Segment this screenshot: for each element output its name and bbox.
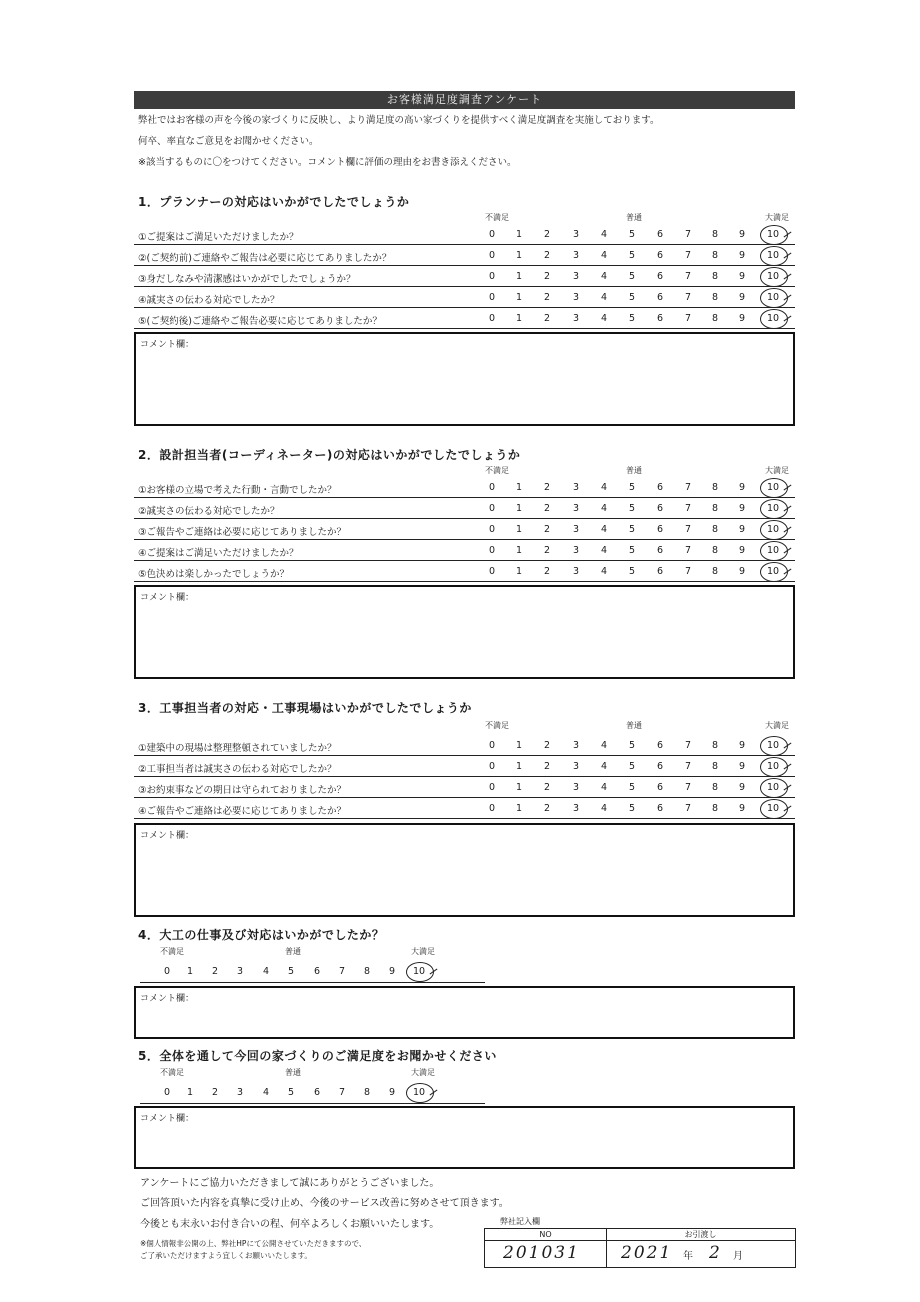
section-1-q1-option-2[interactable]: 2: [543, 229, 551, 240]
section-2-q4-option-1[interactable]: 1: [515, 545, 523, 556]
section-4-option-1[interactable]: 1: [186, 966, 194, 977]
survey-title: お客様満足度調査アンケート: [134, 91, 795, 109]
section-5-option-3[interactable]: 3: [236, 1087, 244, 1098]
section-2-q2-option-9[interactable]: 9: [738, 503, 746, 514]
section-1-q4-option-8[interactable]: 8: [711, 292, 719, 303]
section-2-q1-option-3[interactable]: 3: [572, 482, 580, 493]
section-2-title: 2．設計担当者(コーディネーター)の対応はいかがでしたでしょうか: [138, 448, 521, 462]
scale-mid-label: 普通: [626, 213, 642, 222]
section-1-q3-option-6[interactable]: 6: [656, 271, 664, 282]
section-3-q3-label: ③お約束事などの期日は守られておりましたか？: [138, 785, 347, 796]
section-1-q2-option-1[interactable]: 1: [515, 250, 523, 261]
handover-header: お引渡し: [684, 1230, 717, 1239]
section-1-q2-label: ②(ご契約前)ご連絡やご報告は必要に応じてありましたか？: [138, 253, 392, 264]
year-unit: 年: [683, 1251, 693, 1262]
section-2-q3-option-4[interactable]: 4: [600, 524, 608, 535]
section-1-q1-option-6[interactable]: 6: [656, 229, 664, 240]
section-3-q2-option-2[interactable]: 2: [543, 761, 551, 772]
office-use-table: [484, 1228, 796, 1268]
section-1-comment-box[interactable]: [134, 332, 795, 426]
section-1-q4-underline: [134, 307, 795, 308]
section-1-q4-option-6[interactable]: 6: [656, 292, 664, 303]
section-2-q1-option-10[interactable]: 10: [766, 482, 780, 493]
section-3-q3-option-0[interactable]: 0: [488, 782, 496, 793]
section-3-comment-box[interactable]: [134, 823, 795, 917]
handover-year[interactable]: 2021: [621, 1243, 673, 1263]
section-2-q3-option-1[interactable]: 1: [515, 524, 523, 535]
section-1-q2-option-2[interactable]: 2: [543, 250, 551, 261]
section-1-q3-option-4[interactable]: 4: [600, 271, 608, 282]
section-1-q1-label: ①ご提案はご満足いただけましたか？: [138, 232, 299, 243]
section-5-title: 5．全体を通して今回の家づくりのご満足度をお聞かせください: [138, 1049, 497, 1063]
section-1-q4-label: ④誠実さの伝わる対応でしたか？: [138, 295, 280, 306]
section-5-option-1[interactable]: 1: [186, 1087, 194, 1098]
section-2-q3-option-0[interactable]: 0: [488, 524, 496, 535]
section-2-q2-underline: [134, 518, 795, 519]
intro-line-3: ※該当するものに〇をつけてください。コメント欄に評価の理由をお書き添えください。: [138, 157, 517, 168]
scale-low-label: 不満足: [160, 1068, 184, 1077]
section-3-q4-option-3[interactable]: 3: [572, 803, 580, 814]
section-3-q1-option-7[interactable]: 7: [684, 740, 692, 751]
section-3-q4-option-2[interactable]: 2: [543, 803, 551, 814]
section-2-q3-option-9[interactable]: 9: [738, 524, 746, 535]
section-1-q1-underline: [134, 244, 795, 245]
section-2-q1-option-4[interactable]: 4: [600, 482, 608, 493]
section-2-q5-option-1[interactable]: 1: [515, 566, 523, 577]
section-2-q2-option-10[interactable]: 10: [766, 503, 780, 514]
section-1-q1-option-7[interactable]: 7: [684, 229, 692, 240]
section-5-option-6[interactable]: 6: [313, 1087, 321, 1098]
section-5-option-8[interactable]: 8: [363, 1087, 371, 1098]
section-2-q3-option-7[interactable]: 7: [684, 524, 692, 535]
scale-high-label: 大満足: [765, 721, 789, 730]
section-4-option-7[interactable]: 7: [338, 966, 346, 977]
section-3-title: 3．工事担当者の対応・工事現場はいかがでしたでしょうか: [138, 701, 472, 715]
section-2-q5-option-7[interactable]: 7: [684, 566, 692, 577]
section-2-q4-option-8[interactable]: 8: [711, 545, 719, 556]
section-1-q5-option-8[interactable]: 8: [711, 313, 719, 324]
section-1-q2-option-10[interactable]: 10: [766, 250, 780, 261]
section-4-option-10[interactable]: 10: [412, 966, 426, 977]
comment-label: コメント欄：: [140, 831, 195, 841]
section-1-q1-option-9[interactable]: 9: [738, 229, 746, 240]
section-2-q2-label: ②誠実さの伝わる対応でしたか？: [138, 506, 280, 517]
section-3-q4-option-1[interactable]: 1: [515, 803, 523, 814]
section-1-q3-option-5[interactable]: 5: [628, 271, 636, 282]
section-1-q5-option-3[interactable]: 3: [572, 313, 580, 324]
section-1-q2-option-5[interactable]: 5: [628, 250, 636, 261]
section-2-q2-option-0[interactable]: 0: [488, 503, 496, 514]
section-1-q5-option-1[interactable]: 1: [515, 313, 523, 324]
section-3-q3-underline: [134, 797, 795, 798]
section-2-q1-option-5[interactable]: 5: [628, 482, 636, 493]
section-3-q4-option-7[interactable]: 7: [684, 803, 692, 814]
section-1-q2-option-0[interactable]: 0: [488, 250, 496, 261]
no-value[interactable]: 201031: [503, 1243, 580, 1263]
intro-line-2: 何卒、率直なご意見をお聞かせください。: [138, 136, 319, 147]
section-3-q2-underline: [134, 776, 795, 777]
section-3-q4-option-10[interactable]: 10: [766, 803, 780, 814]
section-2-q5-underline: [134, 581, 795, 582]
section-2-q1-option-2[interactable]: 2: [543, 482, 551, 493]
section-4-option-6[interactable]: 6: [313, 966, 321, 977]
section-4-option-0[interactable]: 0: [163, 966, 171, 977]
section-3-q4-option-6[interactable]: 6: [656, 803, 664, 814]
section-1-q2-option-3[interactable]: 3: [572, 250, 580, 261]
section-2-q5-option-8[interactable]: 8: [711, 566, 719, 577]
section-5-option-5[interactable]: 5: [287, 1087, 295, 1098]
section-3-q1-option-8[interactable]: 8: [711, 740, 719, 751]
section-2-q2-option-6[interactable]: 6: [656, 503, 664, 514]
section-3-q4-underline: [134, 818, 795, 819]
no-header: NO: [539, 1230, 552, 1239]
section-2-q5-option-3[interactable]: 3: [572, 566, 580, 577]
section-1-q3-option-10[interactable]: 10: [766, 271, 780, 282]
section-2-q3-option-8[interactable]: 8: [711, 524, 719, 535]
section-1-q3-option-9[interactable]: 9: [738, 271, 746, 282]
section-2-q2-option-2[interactable]: 2: [543, 503, 551, 514]
section-2-q3-option-2[interactable]: 2: [543, 524, 551, 535]
section-5-comment-box[interactable]: [134, 1106, 795, 1169]
section-2-q2-option-8[interactable]: 8: [711, 503, 719, 514]
section-1-q1-option-1[interactable]: 1: [515, 229, 523, 240]
scale-high-label: 大満足: [411, 1068, 435, 1077]
section-1-q4-option-3[interactable]: 3: [572, 292, 580, 303]
section-3-q1-underline: [134, 755, 795, 756]
section-2-q5-option-10[interactable]: 10: [766, 566, 780, 577]
section-3-q3-option-7[interactable]: 7: [684, 782, 692, 793]
section-3-q4-option-0[interactable]: 0: [488, 803, 496, 814]
section-2-comment-box[interactable]: [134, 585, 795, 679]
section-1-q4-option-5[interactable]: 5: [628, 292, 636, 303]
section-3-q2-option-3[interactable]: 3: [572, 761, 580, 772]
section-3-q3-option-9[interactable]: 9: [738, 782, 746, 793]
privacy-note-2: ご了承いただけますよう宜しくお願いいたします。: [140, 1251, 312, 1260]
section-1-q3-option-7[interactable]: 7: [684, 271, 692, 282]
section-2-q1-option-0[interactable]: 0: [488, 482, 496, 493]
thanks-line-2: ご回答頂いた内容を真摯に受け止め、今後のサービス改善に努めさせて頂きます。: [140, 1198, 509, 1209]
section-2-q5-option-9[interactable]: 9: [738, 566, 746, 577]
section-3-q1-option-2[interactable]: 2: [543, 740, 551, 751]
scale-high-label: 大満足: [765, 466, 789, 475]
section-4-option-4[interactable]: 4: [262, 966, 270, 977]
section-3-q1-option-10[interactable]: 10: [766, 740, 780, 751]
section-1-q3-option-2[interactable]: 2: [543, 271, 551, 282]
section-2-q1-label: ①お客様の立場で考えた行動・言動でしたか？: [138, 485, 337, 496]
section-1-q5-underline: [134, 328, 795, 329]
section-1-q2-option-8[interactable]: 8: [711, 250, 719, 261]
section-2-q4-option-9[interactable]: 9: [738, 545, 746, 556]
section-3-q2-option-7[interactable]: 7: [684, 761, 692, 772]
section-2-q3-option-5[interactable]: 5: [628, 524, 636, 535]
section-4-option-2[interactable]: 2: [211, 966, 219, 977]
section-4-option-3[interactable]: 3: [236, 966, 244, 977]
section-1-q5-option-9[interactable]: 9: [738, 313, 746, 324]
section-3-q3-option-4[interactable]: 4: [600, 782, 608, 793]
section-3-q2-option-8[interactable]: 8: [711, 761, 719, 772]
section-5-option-9[interactable]: 9: [388, 1087, 396, 1098]
scale-high-label: 大満足: [765, 213, 789, 222]
section-1-q2-underline: [134, 265, 795, 266]
section-1-q3-option-0[interactable]: 0: [488, 271, 496, 282]
section-5-option-0[interactable]: 0: [163, 1087, 171, 1098]
section-2-q5-option-6[interactable]: 6: [656, 566, 664, 577]
section-1-q1-option-5[interactable]: 5: [628, 229, 636, 240]
section-3-q1-option-4[interactable]: 4: [600, 740, 608, 751]
thanks-line-3: 今後とも末永いお付き合いの程、何卒よろしくお願いいたします。: [140, 1219, 440, 1230]
section-3-q1-option-0[interactable]: 0: [488, 740, 496, 751]
intro-line-1: 弊社ではお客様の声を今後の家づくりに反映し、より満足度の高い家づくりを提供すべく満足度調査を実施しております。: [138, 115, 660, 126]
section-2-q2-option-7[interactable]: 7: [684, 503, 692, 514]
section-3-q2-option-5[interactable]: 5: [628, 761, 636, 772]
section-3-q3-option-3[interactable]: 3: [572, 782, 580, 793]
section-3-q4-option-9[interactable]: 9: [738, 803, 746, 814]
section-2-q3-label: ③ご報告やご連絡は必要に応じてありましたか？: [138, 527, 347, 538]
section-1-q4-option-7[interactable]: 7: [684, 292, 692, 303]
section-1-q4-option-1[interactable]: 1: [515, 292, 523, 303]
section-1-q3-option-8[interactable]: 8: [711, 271, 719, 282]
section-1-q4-option-4[interactable]: 4: [600, 292, 608, 303]
section-2-q4-option-0[interactable]: 0: [488, 545, 496, 556]
section-1-q2-option-9[interactable]: 9: [738, 250, 746, 261]
section-1-title: 1．プランナーの対応はいかがでしたでしょうか: [138, 195, 410, 209]
scale-low-label: 不満足: [485, 466, 509, 475]
section-3-q1-option-9[interactable]: 9: [738, 740, 746, 751]
section-1-q5-option-10[interactable]: 10: [766, 313, 780, 324]
section-1-q5-option-4[interactable]: 4: [600, 313, 608, 324]
section-1-q4-option-9[interactable]: 9: [738, 292, 746, 303]
section-3-q4-option-8[interactable]: 8: [711, 803, 719, 814]
section-2-q1-option-6[interactable]: 6: [656, 482, 664, 493]
section-2-q2-option-3[interactable]: 3: [572, 503, 580, 514]
section-3-q3-option-10[interactable]: 10: [766, 782, 780, 793]
section-2-q5-option-2[interactable]: 2: [543, 566, 551, 577]
comment-label: コメント欄：: [140, 593, 195, 603]
privacy-note-1: ※個人情報非公開の上、弊社HPにて公開させていただきますので、: [140, 1239, 367, 1248]
handover-month[interactable]: 2: [709, 1243, 722, 1263]
section-4-title: 4．大工の仕事及び対応はいかがでしたか？: [138, 928, 385, 942]
section-1-q3-label: ③身だしなみや清潔感はいかがでしたでしょうか？: [138, 274, 356, 285]
section-1-q5-option-7[interactable]: 7: [684, 313, 692, 324]
section-3-q3-option-5[interactable]: 5: [628, 782, 636, 793]
section-2-q5-label: ⑤色決めは楽しかったでしょうか？: [138, 569, 290, 580]
scale-low-label: 不満足: [160, 947, 184, 956]
section-1-q4-option-0[interactable]: 0: [488, 292, 496, 303]
section-1-q1-option-8[interactable]: 8: [711, 229, 719, 240]
section-2-q4-underline: [134, 560, 795, 561]
comment-label: コメント欄：: [140, 1114, 195, 1124]
section-2-q4-label: ④ご提案はご満足いただけましたか？: [138, 548, 299, 559]
section-1-q5-option-5[interactable]: 5: [628, 313, 636, 324]
section-1-q4-option-2[interactable]: 2: [543, 292, 551, 303]
section-3-q4-label: ④ご報告やご連絡は必要に応じてありましたか？: [138, 806, 347, 817]
month-unit: 月: [733, 1251, 743, 1262]
section-2-q1-underline: [134, 497, 795, 498]
section-5-option-7[interactable]: 7: [338, 1087, 346, 1098]
scale-mid-label: 普通: [285, 1068, 301, 1077]
section-2-q4-option-4[interactable]: 4: [600, 545, 608, 556]
section-3-q3-option-1[interactable]: 1: [515, 782, 523, 793]
section-3-q3-option-8[interactable]: 8: [711, 782, 719, 793]
section-5-underline: [140, 1103, 485, 1104]
scale-low-label: 不満足: [485, 213, 509, 222]
section-2-q1-option-7[interactable]: 7: [684, 482, 692, 493]
section-4-underline: [140, 982, 485, 983]
section-1-q3-option-1[interactable]: 1: [515, 271, 523, 282]
section-1-q2-option-7[interactable]: 7: [684, 250, 692, 261]
section-4-option-8[interactable]: 8: [363, 966, 371, 977]
scale-mid-label: 普通: [626, 721, 642, 730]
section-3-q2-option-4[interactable]: 4: [600, 761, 608, 772]
section-3-q4-option-5[interactable]: 5: [628, 803, 636, 814]
section-2-q1-option-9[interactable]: 9: [738, 482, 746, 493]
section-2-q3-underline: [134, 539, 795, 540]
section-2-q3-option-6[interactable]: 6: [656, 524, 664, 535]
section-1-q3-underline: [134, 286, 795, 287]
section-2-q5-option-5[interactable]: 5: [628, 566, 636, 577]
section-1-q1-option-3[interactable]: 3: [572, 229, 580, 240]
section-2-q4-option-7[interactable]: 7: [684, 545, 692, 556]
section-1-q5-option-0[interactable]: 0: [488, 313, 496, 324]
section-2-q4-option-5[interactable]: 5: [628, 545, 636, 556]
section-5-option-4[interactable]: 4: [262, 1087, 270, 1098]
office-use-label: 弊社記入欄: [500, 1217, 540, 1226]
section-3-q2-option-1[interactable]: 1: [515, 761, 523, 772]
section-5-option-10[interactable]: 10: [412, 1087, 426, 1098]
scale-mid-label: 普通: [285, 947, 301, 956]
section-3-q2-option-10[interactable]: 10: [766, 761, 780, 772]
section-1-q1-option-0[interactable]: 0: [488, 229, 496, 240]
section-2-q4-option-3[interactable]: 3: [572, 545, 580, 556]
section-4-option-5[interactable]: 5: [287, 966, 295, 977]
scale-low-label: 不満足: [485, 721, 509, 730]
section-3-q1-option-5[interactable]: 5: [628, 740, 636, 751]
section-2-q4-option-2[interactable]: 2: [543, 545, 551, 556]
section-1-q2-option-6[interactable]: 6: [656, 250, 664, 261]
section-2-q3-option-10[interactable]: 10: [766, 524, 780, 535]
section-1-q3-option-3[interactable]: 3: [572, 271, 580, 282]
section-1-q4-option-10[interactable]: 10: [766, 292, 780, 303]
section-3-q2-option-9[interactable]: 9: [738, 761, 746, 772]
section-5-option-2[interactable]: 2: [211, 1087, 219, 1098]
section-2-q1-option-1[interactable]: 1: [515, 482, 523, 493]
comment-label: コメント欄：: [140, 340, 195, 350]
section-3-q1-label: ①建築中の現場は整理整頓されていましたか？: [138, 743, 337, 754]
section-3-q3-option-2[interactable]: 2: [543, 782, 551, 793]
comment-label: コメント欄：: [140, 994, 195, 1004]
section-3-q2-option-6[interactable]: 6: [656, 761, 664, 772]
section-1-q5-option-6[interactable]: 6: [656, 313, 664, 324]
section-1-q5-label: ⑤(ご契約後)ご連絡やご報告必要に応じてありましたか？: [138, 316, 382, 327]
section-3-q1-option-6[interactable]: 6: [656, 740, 664, 751]
scale-high-label: 大満足: [411, 947, 435, 956]
section-1-q1-option-10[interactable]: 10: [766, 229, 780, 240]
section-4-option-9[interactable]: 9: [388, 966, 396, 977]
section-2-q1-option-8[interactable]: 8: [711, 482, 719, 493]
section-1-q2-option-4[interactable]: 4: [600, 250, 608, 261]
section-1-q1-option-4[interactable]: 4: [600, 229, 608, 240]
section-3-q3-option-6[interactable]: 6: [656, 782, 664, 793]
section-3-q1-option-1[interactable]: 1: [515, 740, 523, 751]
section-3-q2-label: ②工事担当者は誠実さの伝わる対応でしたか？: [138, 764, 337, 775]
section-3-q2-option-0[interactable]: 0: [488, 761, 496, 772]
section-2-q4-option-6[interactable]: 6: [656, 545, 664, 556]
section-2-q2-option-5[interactable]: 5: [628, 503, 636, 514]
scale-mid-label: 普通: [626, 466, 642, 475]
section-2-q2-option-1[interactable]: 1: [515, 503, 523, 514]
section-2-q2-option-4[interactable]: 4: [600, 503, 608, 514]
section-4-comment-box[interactable]: [134, 986, 795, 1039]
section-2-q5-option-4[interactable]: 4: [600, 566, 608, 577]
section-3-q4-option-4[interactable]: 4: [600, 803, 608, 814]
section-2-q4-option-10[interactable]: 10: [766, 545, 780, 556]
section-3-q1-option-3[interactable]: 3: [572, 740, 580, 751]
thanks-line-1: アンケートにご協力いただきまして誠にありがとうございました。: [140, 1178, 440, 1189]
section-1-q5-option-2[interactable]: 2: [543, 313, 551, 324]
section-2-q5-option-0[interactable]: 0: [488, 566, 496, 577]
section-2-q3-option-3[interactable]: 3: [572, 524, 580, 535]
